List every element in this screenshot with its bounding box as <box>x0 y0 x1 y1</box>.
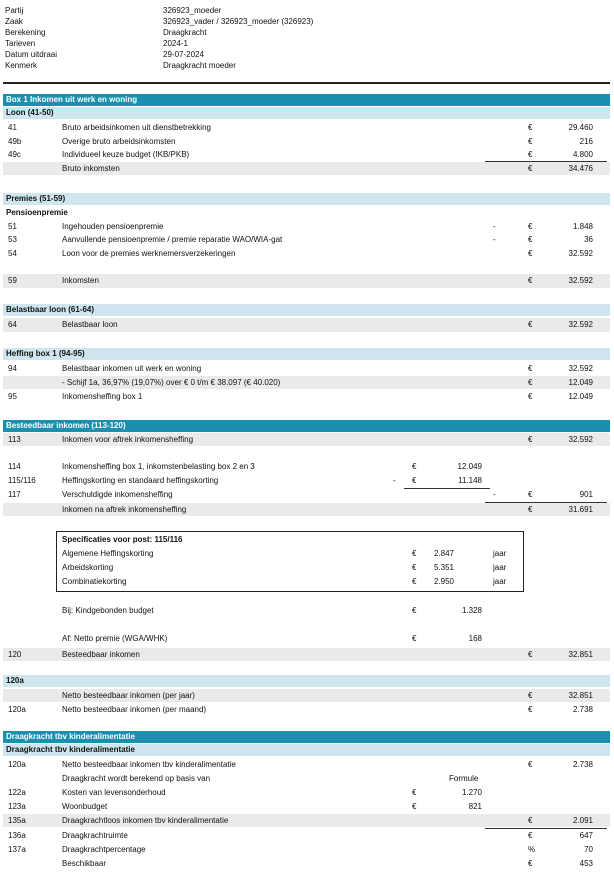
subsection-header-belastbaar <box>3 304 610 316</box>
header-value: 326923_moeder <box>163 6 222 15</box>
row-amount: 821 <box>468 802 482 811</box>
currency-symbol: € <box>412 634 417 643</box>
row-label: Loon voor de premies werknemersverzekeringen <box>62 249 236 258</box>
row-label: Draagkrachtloos inkomen tbv kinderalimentatie <box>62 816 229 825</box>
currency-symbol: € <box>412 577 417 586</box>
currency-symbol: € <box>528 831 533 840</box>
group-title-pensioenpremie: Pensioenpremie <box>6 208 68 217</box>
currency-symbol: € <box>528 760 533 769</box>
row-label: Inkomen na aftrek inkomensheffing <box>62 505 187 514</box>
minus-sign: - <box>493 235 496 244</box>
currency-symbol: € <box>528 276 533 285</box>
subsection-header-premies <box>3 193 610 205</box>
row-label: Inkomensheffing box 1 <box>62 392 143 401</box>
header-label: Datum uitdraai <box>5 50 58 59</box>
section-title: Draagkracht tbv kinderalimentatie <box>6 732 135 741</box>
row-amount: 2.091 <box>572 816 593 825</box>
currency-symbol: € <box>528 249 533 258</box>
currency-symbol: € <box>528 150 533 159</box>
row-code: 136a <box>8 831 26 840</box>
row-label: Belastbaar loon <box>62 320 118 329</box>
row-label: Verschuldigde inkomensheffing <box>62 490 173 499</box>
header-value: Draagkracht moeder <box>163 61 236 70</box>
row-label: Inkomsten <box>62 276 99 285</box>
total-row-belastbaar-loon <box>3 318 610 332</box>
currency-symbol: € <box>528 705 533 714</box>
currency-symbol: € <box>528 364 533 373</box>
header-value: 2024-1 <box>163 39 188 48</box>
row-code: 122a <box>8 788 26 797</box>
row-label: Af: Netto premie (WGA/WHK) <box>62 634 168 643</box>
row-label: Netto besteedbaar inkomen tbv kinderalimentatie <box>62 760 236 769</box>
row-label: Bruto inkomsten <box>62 164 120 173</box>
spec-item-label: Combinatiekorting <box>62 577 127 586</box>
currency-symbol: € <box>412 476 417 485</box>
spec-item-amount: 2.847 <box>433 549 454 558</box>
row-label: Inkomensheffing box 1, inkomstenbelasting box 2 en 3 <box>62 462 255 471</box>
subsection-header-draagkracht <box>3 744 610 756</box>
row-label: Bruto arbeidsinkomen uit dienstbetrekking <box>62 123 211 132</box>
currency-symbol: € <box>528 816 533 825</box>
spec-unit: jaar <box>493 563 507 572</box>
currency-symbol: € <box>412 606 417 615</box>
row-code: 54 <box>8 249 17 258</box>
currency-symbol: € <box>528 137 533 146</box>
row-label: Kosten van levensonderhoud <box>62 788 166 797</box>
header-label: Zaak <box>5 17 23 26</box>
row-label: Inkomen voor aftrek inkomensheffing <box>62 435 194 444</box>
row-code: 95 <box>8 392 17 401</box>
row-amount: 4.800 <box>572 150 593 159</box>
row-code: 120 <box>8 650 22 659</box>
subsection-title: 120a <box>6 676 24 685</box>
spec-unit: jaar <box>493 549 507 558</box>
row-amount: 32.592 <box>568 364 593 373</box>
header-divider <box>3 82 610 84</box>
row-code: 41 <box>8 123 17 132</box>
row-amount: 32.851 <box>568 691 593 700</box>
currency-symbol: € <box>528 859 533 868</box>
row-label: Netto besteedbaar inkomen (per maand) <box>62 705 207 714</box>
subtotal-line <box>485 828 607 829</box>
row-amount: 2.738 <box>572 705 593 714</box>
currency-symbol: € <box>528 392 533 401</box>
subsection-title: Loon (41-50) <box>6 108 54 117</box>
row-code: 49b <box>8 137 22 146</box>
header-label: Berekening <box>5 28 46 37</box>
header-label: Partij <box>5 6 24 15</box>
row-code: 117 <box>8 490 21 499</box>
currency-symbol: € <box>412 549 417 558</box>
subsection-title: Belastbaar loon (61-64) <box>6 305 95 314</box>
row-amount: 70 <box>584 845 593 854</box>
row-label: Draagkrachtpercentage <box>62 845 146 854</box>
row-na-aftrek <box>3 503 610 516</box>
row-code: 53 <box>8 235 17 244</box>
row-amount: 647 <box>579 831 593 840</box>
row-amount: 32.592 <box>568 249 593 258</box>
row-amount: 1.328 <box>461 606 482 615</box>
row-amount: 2.738 <box>572 760 593 769</box>
row-amount: 32.592 <box>568 276 593 285</box>
row-label: Draagkracht wordt berekend op basis van <box>62 774 211 783</box>
row-code: 51 <box>8 222 17 231</box>
spec-item-label: Arbeidskorting <box>62 563 114 572</box>
row-label: Aanvullende pensioenpremie / premie reparatie WAO/WIA-gat <box>62 235 283 244</box>
row-label: Draagkrachtruimte <box>62 831 128 840</box>
row-code: 120a <box>8 760 26 769</box>
currency-symbol: € <box>528 650 533 659</box>
currency-symbol: € <box>412 462 417 471</box>
row-label: Overige bruto arbeidsinkomsten <box>62 137 176 146</box>
row-label: Heffingskorting en standaard heffingskorting <box>62 476 219 485</box>
spec-title: Specificaties voor post: 115/116 <box>62 535 183 544</box>
row-code: 94 <box>8 364 17 373</box>
row-113 <box>3 433 610 446</box>
row-label: Besteedbaar inkomen <box>62 650 140 659</box>
currency-symbol: € <box>528 691 533 700</box>
header-value: Draagkracht <box>163 28 207 37</box>
row-amount: 216 <box>579 137 593 146</box>
row-label: Ingehouden pensioenpremie <box>62 222 164 231</box>
row-amount: 12.049 <box>568 392 593 401</box>
header-label: Kenmerk <box>5 61 38 70</box>
currency-symbol: € <box>528 320 533 329</box>
currency-symbol: € <box>528 123 533 132</box>
header-value: 326923_vader / 326923_moeder (326923) <box>163 17 314 26</box>
row-code: 64 <box>8 320 17 329</box>
section-header-besteedbaar <box>3 420 610 432</box>
currency-symbol: € <box>528 164 533 173</box>
row-label: Bij: Kindgebonden budget <box>62 606 154 615</box>
row-amount: 32.851 <box>568 650 593 659</box>
row-amount: 1.270 <box>461 788 482 797</box>
minus-sign: - <box>393 476 396 485</box>
currency-symbol: € <box>528 505 533 514</box>
currency-symbol: € <box>412 788 417 797</box>
subsection-title: Heffing box 1 (94-95) <box>6 349 85 358</box>
row-label: Belastbaar inkomen uit werk en woning <box>62 364 202 373</box>
row-code: 115/116 <box>8 476 36 485</box>
section-title: Box 1 Inkomen uit werk en woning <box>6 95 138 104</box>
row-amount: 1.848 <box>572 222 593 231</box>
section-title: Besteedbaar inkomen (113-120) <box>6 421 126 430</box>
percent-symbol: % <box>528 845 536 854</box>
header-label: Tarieven <box>5 39 36 48</box>
subsection-header-loon <box>3 107 610 119</box>
currency-symbol: € <box>528 222 533 231</box>
row-amount: 32.592 <box>568 435 593 444</box>
row-amount: 34.476 <box>568 164 593 173</box>
total-row-inkomsten <box>3 274 610 288</box>
row-label: Woonbudget <box>62 802 108 811</box>
row-amount: 32.592 <box>568 320 593 329</box>
row-code: 49c <box>8 150 21 159</box>
row-135a <box>3 814 610 827</box>
currency-symbol: € <box>528 378 533 387</box>
subsection-title: Premies (51-59) <box>6 194 66 203</box>
row-code: 114 <box>8 462 21 471</box>
row-amount: 168 <box>468 634 482 643</box>
row-amount: 36 <box>584 235 593 244</box>
header-value: 29-07-2024 <box>163 50 204 59</box>
currency-symbol: € <box>412 563 417 572</box>
row-amount: 29.460 <box>568 123 593 132</box>
minus-sign: - <box>493 490 496 499</box>
currency-symbol: € <box>528 490 533 499</box>
row-amount: 901 <box>579 490 593 499</box>
currency-symbol: € <box>528 235 533 244</box>
row-value: Formule <box>449 774 479 783</box>
minus-sign: - <box>493 222 496 231</box>
currency-symbol: € <box>412 802 417 811</box>
spec-item-amount: 5.351 <box>433 563 454 572</box>
row-schijf <box>3 376 610 389</box>
row-code: 123a <box>8 802 26 811</box>
row-amount: 31.691 <box>568 505 593 514</box>
row-code: 137a <box>8 845 26 854</box>
subsection-header-heffing <box>3 348 610 360</box>
row-code: 59 <box>8 276 17 285</box>
row-label: Individueel keuze budget (IKB/PKB) <box>62 150 190 159</box>
row-amount: 11.148 <box>458 476 482 485</box>
spec-item-amount: 2.950 <box>433 577 454 586</box>
row-code: 113 <box>8 435 21 444</box>
row-label: Beschikbaar <box>62 859 107 868</box>
row-amount: 12.049 <box>568 378 593 387</box>
row-120 <box>3 648 610 661</box>
spec-item-label: Algemene Heffingskorting <box>62 549 154 558</box>
currency-symbol: € <box>528 435 533 444</box>
row-amount: 453 <box>579 859 593 868</box>
row-code: 135a <box>8 816 26 825</box>
total-row-bruto <box>3 162 610 175</box>
subsection-title: Draagkracht tbv kinderalimentatie <box>6 745 135 754</box>
section-header-draagkracht <box>3 731 610 743</box>
row-amount: 12.049 <box>457 462 482 471</box>
subsection-header-120a <box>3 675 610 687</box>
section-header-box1 <box>3 94 610 106</box>
subtotal-line <box>404 488 490 489</box>
row-netto-jaar <box>3 689 610 702</box>
row-label: - Schijf 1a, 36,97% (19,07%) over € 0 t/m € 38.097 (€ 40.020) <box>62 378 281 387</box>
row-label: Netto besteedbaar inkomen (per jaar) <box>62 691 195 700</box>
row-code: 120a <box>8 705 26 714</box>
spec-unit: jaar <box>493 577 507 586</box>
